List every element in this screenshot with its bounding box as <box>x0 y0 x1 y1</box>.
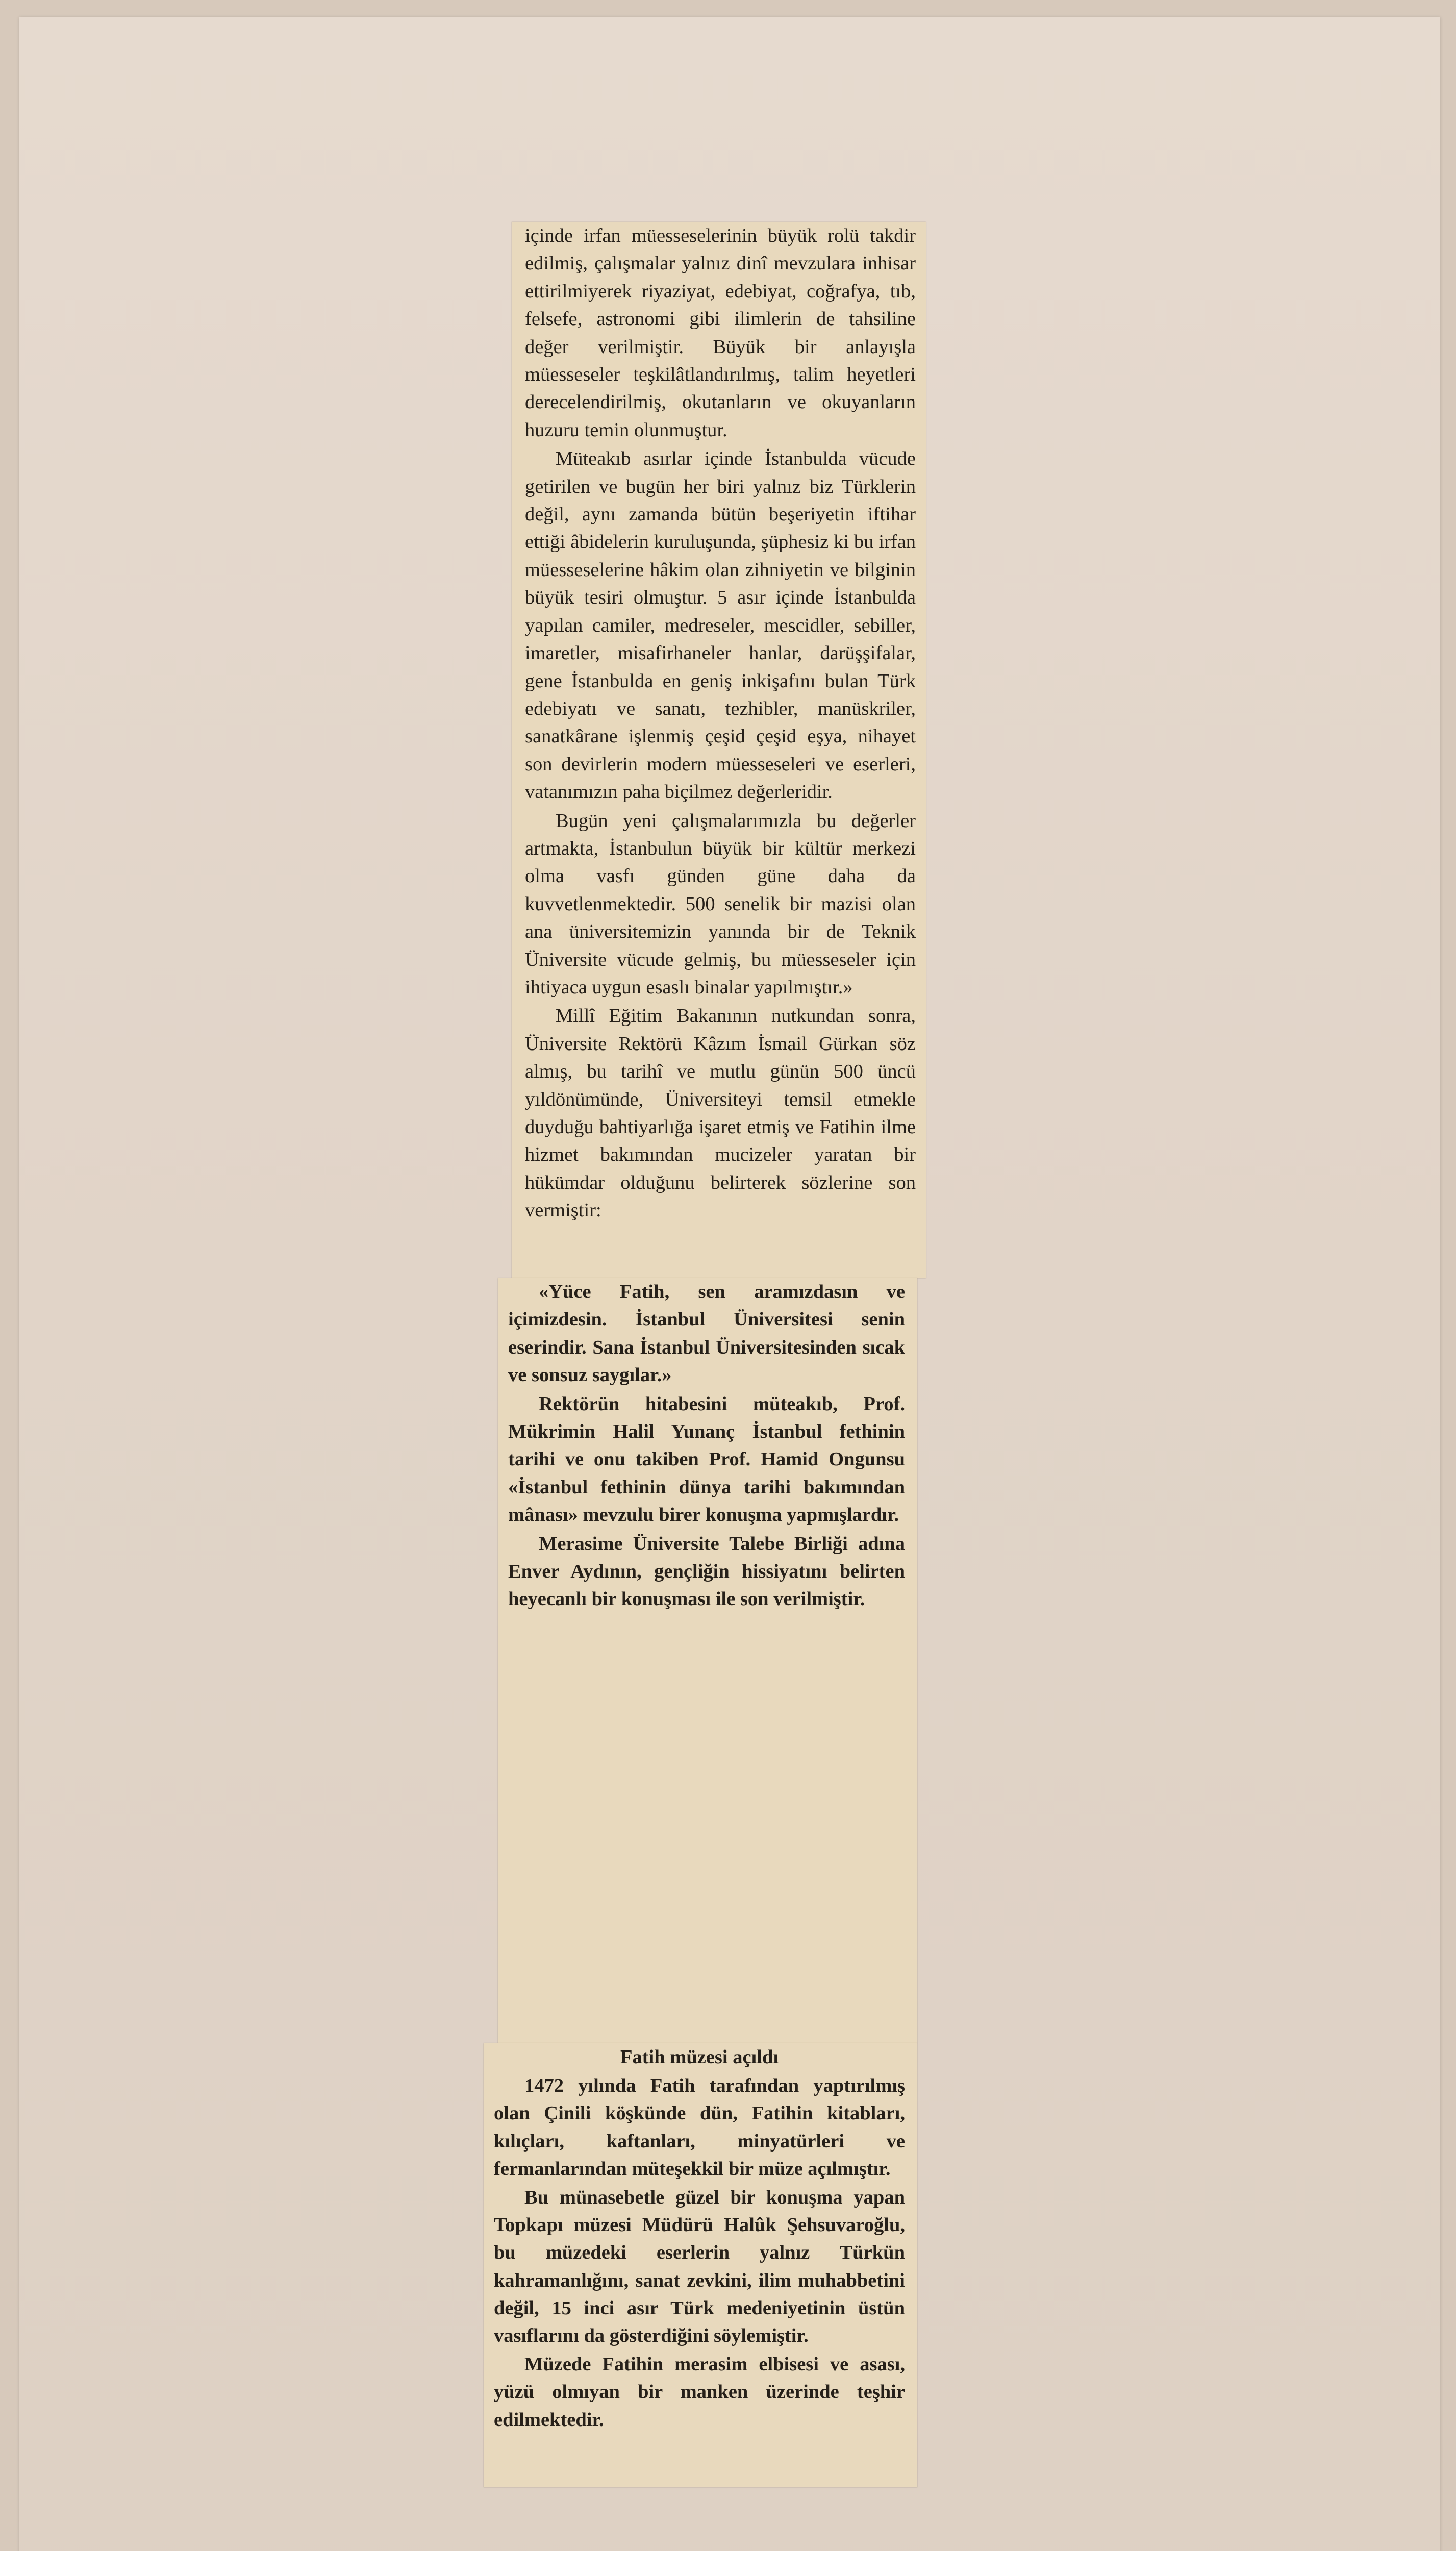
article-paragraph: içinde irfan müesseselerinin büyük rolü takdir edilmiş, çalışmalar yalnız dinî mevzulara inhisar ettirilmiyerek riyaziyat, edebiyat, coğrafya, tıb, felsefe, astronomi gibi ilimlerin de tahsiline değer verilmiştir. Büyük bir anlayışla müesseseler teşkilâtlandırılmış, talim heyetleri derecelendirilmiş, okutanların ve okuyanların huzuru temin olunmuştur. <box>525 225 916 441</box>
article-paragraph: Müzede Fatihin merasim elbisesi ve asası, yüzü olmıyan bir manken üzerinde teşhir edilmektedir. <box>494 2354 905 2431</box>
article-subheading: Fatih müzesi açıldı <box>620 2046 779 2068</box>
article-paragraph: Bugün yeni çalışmalarımızla bu değerler artmakta, İstanbulun büyük bir kültür merkezi olma vasfı günden güne daha da kuvvetlenmektedir. 500 senelik bir mazisi olan ana üniversitemizin yanında bir de Teknik Üniversite vücude gelmiş, bu müesseseler için ihtiyaca uygun esaslı binalar yapılmıştır.» <box>525 810 916 998</box>
newspaper-clipping-lower <box>484 2043 917 2487</box>
article-paragraph: Merasime Üniversite Talebe Birliği adına Enver Aydının, gençliğin hissiyatını belirten heyecanlı bir konuşması ile son verilmiştir. <box>508 1533 905 1610</box>
article-paragraph: Bu münasebetle güzel bir konuşma yapan Topkapı müzesi Müdürü Halûk Şehsuvaroğlu, bu müzedeki eserlerin yalnız Türkün kahramanlığını, sanat zevkini, ilim muhabbetini değil, 15 inci asır Türk medeniyetinin üstün vasıflarını da gösterdiğini söylemiştir. <box>494 2187 905 2347</box>
newspaper-clipping-middle <box>498 1278 917 2043</box>
article-paragraph: 1472 yılında Fatih tarafından yaptırılmış olan Çinili köşkünde dün, Fatihin kitabları, kılıçları, kaftanları, minyatürleri ve fermanlarından müteşekkil bir müze açılmıştır. <box>494 2075 905 2180</box>
newspaper-clipping-upper <box>512 222 926 1278</box>
article-paragraph: Millî Eğitim Bakanının nutkundan sonra, Üniversite Rektörü Kâzım İsmail Gürkan söz almış, bu tarihî ve mutlu günün 500 üncü yıldönümünde, Üniversiteyi temsil etmekle duyduğu bahtiyarlığa işaret etmiş ve Fatihin ilme hizmet bakımından mucizeler yaratan bir hükümdar olduğunu belirterek sözlerine son vermiştir: <box>525 1005 916 1221</box>
article-paragraph: Rektörün hitabesini müteakıb, Prof. Mükrimin Halil Yunanç İstanbul fethinin tarihi ve onu takiben Prof. Hamid Ongunsu «İstanbul fethinin dünya tarihi bakımından mânası» mevzulu birer konuşma yapmışlardır. <box>508 1393 905 1526</box>
article-paragraph: «Yüce Fatih, sen aramızdasın ve içimizdesin. İstanbul Üniversitesi senin eserindir. Sana İstanbul Üniversitesinden sıcak ve sonsuz saygılar.» <box>508 1281 905 1386</box>
article-paragraph: Müteakıb asırlar içinde İstanbulda vücude getirilen ve bugün her biri yalnız biz Türklerin değil, aynı zamanda bütün beşeriyetin iftihar ettiği âbidelerin kuruluşunda, şüphesiz ki bu irfan müesseselerine hâkim olan zihniyetin ve bilginin büyük tesiri olmuştur. 5 asır içinde İstanbulda yapılan camiler, medreseler, mescidler, sebiller, imaretler, misafirhaneler hanlar, darüşşifalar, gene İstanbulda en geniş inkişafını bulan Türk edebiyatı ve sanatı, tezhibler, manüskriler, sanatkârane işlenmiş çeşid çeşid eşya, nihayet son devirlerin modern müesseseleri ve eserleri, vatanımızın paha biçilmez değerleridir. <box>525 448 916 803</box>
